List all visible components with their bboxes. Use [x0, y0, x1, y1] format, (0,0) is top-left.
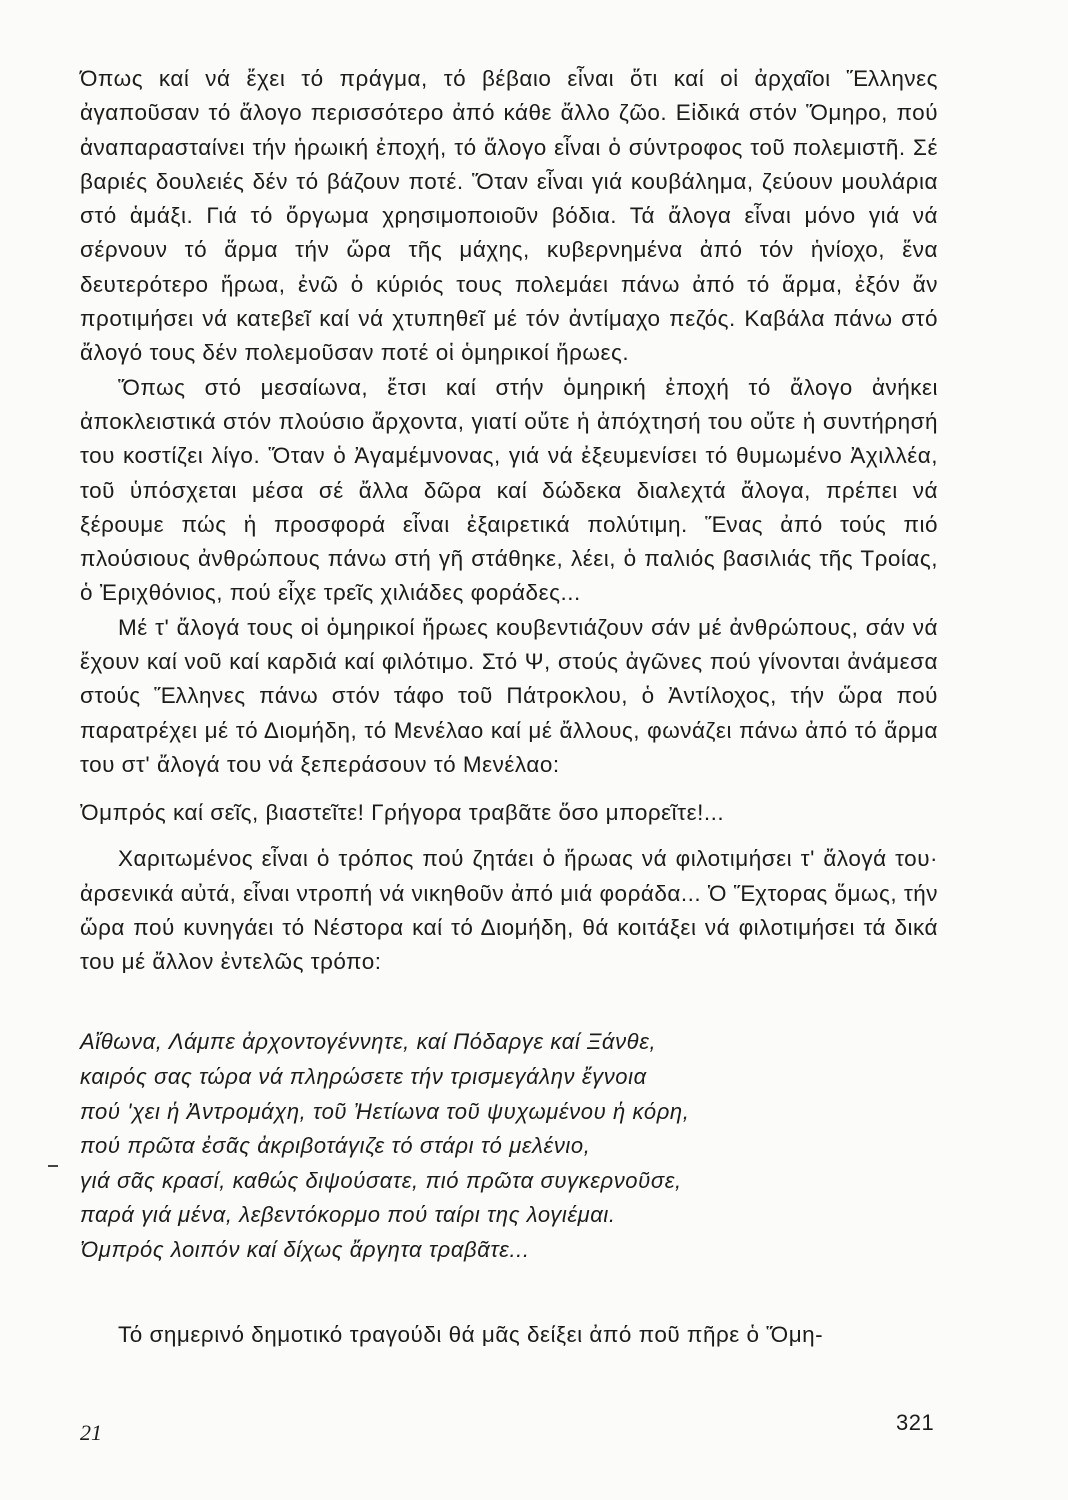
paragraph-horses-wealth: Ὅπως στό μεσαίωνα, ἔτσι καί στήν ὁμηρική ἐποχή τό ἄλογο ἀνήκει ἀποκλειστικά στόν πλούσιο ἄρχοντα, γιατί οὔτε ἡ ἀπόχτησή του οὔτε ἡ συντήρησή του κοστίζει λίγο. Ὅταν ὁ Ἀγαμέμνονας, γιά νά ἐξευμενίσει τό θυμωμένο Ἀχιλλέα, τοῦ ὑπόσχεται μέσα σέ ἄλλα δῶρα καί δώδεκα διαλεχτά ἄλογα, πρέπει νά ξέρουμε πώς ἡ προσφορά εἶναι ἐξαιρετικά πολύτιμη. Ἕνας ἀπό τούς πιό πλούσιους ἀνθρώπους πάνω στή γῆ στάθηκε, λέει, ὁ παλιός βασιλιάς τῆς Τροίας, ὁ Ἐριχθόνιος, πού εἶχε τρεῖς χιλιάδες φοράδες...: [80, 374, 938, 606]
poem-block: [80, 1025, 938, 1267]
poem-line: παρά γιά μένα, λεβεντόκορμο πού ταίρι της λογιέμαι.: [80, 1202, 616, 1228]
poem-line: Αἴθωνα, Λάμπε ἀρχοντογέννητε, καί Πόδαργε καί Ξάνθε,: [80, 1029, 657, 1055]
poem-line: πού πρῶτα ἐσᾶς ἀκριβοτάγιζε τό στάρι τό μελένιο,: [80, 1133, 591, 1159]
closing-paragraph: Τό σημερινό δημοτικό τραγούδι θά μᾶς δείξει ἀπό ποῦ πῆρε ὁ Ὅμη-: [118, 1321, 824, 1347]
paragraph-hector: Χαριτωμένος εἶναι ὁ τρόπος πού ζητάει ὁ ἥρωας νά φιλοτιμήσει τ' ἄλογά του· ἀρσενικά αὐτά, εἶναι ντροπή νά νικηθοῦν ἀπό μιά φοράδα... Ὁ Ἕχτορας ὅμως, τήν ὥρα πού κυνηγάει τό Νέστορα καί τό Διομήδη, θά κοιτάξει νά φιλοτιμήσει τά δικά του μέ ἄλλον ἐντελῶς τρόπο:: [80, 846, 938, 975]
poem-line: καιρός σας τώρα νά πληρώσετε τήν τρισμεγάλην ἔγνοια: [80, 1064, 647, 1090]
page-number: 321: [896, 1410, 935, 1435]
poem-line: γιά σᾶς κρασί, καθώς διψούσατε, πιό πρῶτα συγκερνοῦσε,: [80, 1167, 682, 1193]
paragraph-antilochus: Μέ τ' ἄλογά τους οἱ ὁμηρικοί ἥρωες κουβεντιάζουν σάν μέ ἀνθρώπους, σάν νά ἔχουν καί νοῦ καί καρδιά καί φιλότιμο. Στό Ψ, στούς ἀγῶνες πού γίνονται ἀνάμεσα στούς Ἕλληνες πάνω στόν τάφο τοῦ Πάτροκλου, ὁ Ἀντίλοχος, τήν ὥρα πού παρατρέχει μέ τό Διομήδη, τό Μενέλαο καί μέ ἄλλους, φωνάζει πάνω ἀπό τό ἅρμα του στ' ἄλογά του νά ξεπεράσουν τό Μενέλαο:: [80, 614, 938, 777]
quote-antilochus: Ὀμπρός καί σεῖς, βιαστεῖτε! Γρήγορα τραβᾶτε ὅσο μπορεῖτε!...: [80, 800, 725, 826]
page-body: [80, 62, 938, 1352]
poem-line: πού 'χει ἡ Ἀντρομάχη, τοῦ Ἠετίωνα τοῦ ψυχωμένου ἡ κόρη,: [80, 1098, 690, 1124]
margin-dash-mark: [48, 1165, 58, 1167]
poem-line: Ὀμπρός λοιπόν καί δίχως ἄργητα τραβᾶτε...: [80, 1236, 530, 1262]
paragraph-horses-homer: Όπως καί νά ἔχει τό πράγμα, τό βέβαιο εἶναι ὅτι καί οἱ ἀρχαῖοι Ἕλληνες ἀγαποῦσαν τό ἄλογο περισσότερο ἀπό κάθε ἄλλο ζῶο. Εἰδικά στόν Ὅμηρο, πού ἀναπαρασταίνει τήν ἡρωική ἐποχή, τό ἄλογο εἶναι ὁ σύντροφος τοῦ πολεμιστῆ. Σέ βαριές δουλειές δέν τό βάζουν ποτέ. Ὅταν εἶναι γιά κουβάλημα, ζεύουν μουλάρια στό ἁμάξι. Γιά τό ὄργωμα χρησιμοποιοῦν βόδια. Τά ἄλογα εἶναι μόνο γιά νά σέρνουν τό ἅρμα τήν ὥρα τῆς μάχης, κυβερνημένα ἀπό τόν ἡνίοχο, ἕνα δευτερότερο ἥρωα, ἐνῶ ὁ κύριός τους πολεμάει πάνω ἀπό τό ἅρμα, ἐξόν ἄν προτιμήσει νά κατεβεῖ καί νά χτυπηθεῖ μέ τόν ἀντίμαχο πεζός. Καβάλα πάνω στό ἄλογό τους δέν πολεμοῦσαν ποτέ οἱ ὁμηρικοί ἥρωες.: [80, 66, 938, 366]
signature-mark: 21: [80, 1420, 102, 1445]
